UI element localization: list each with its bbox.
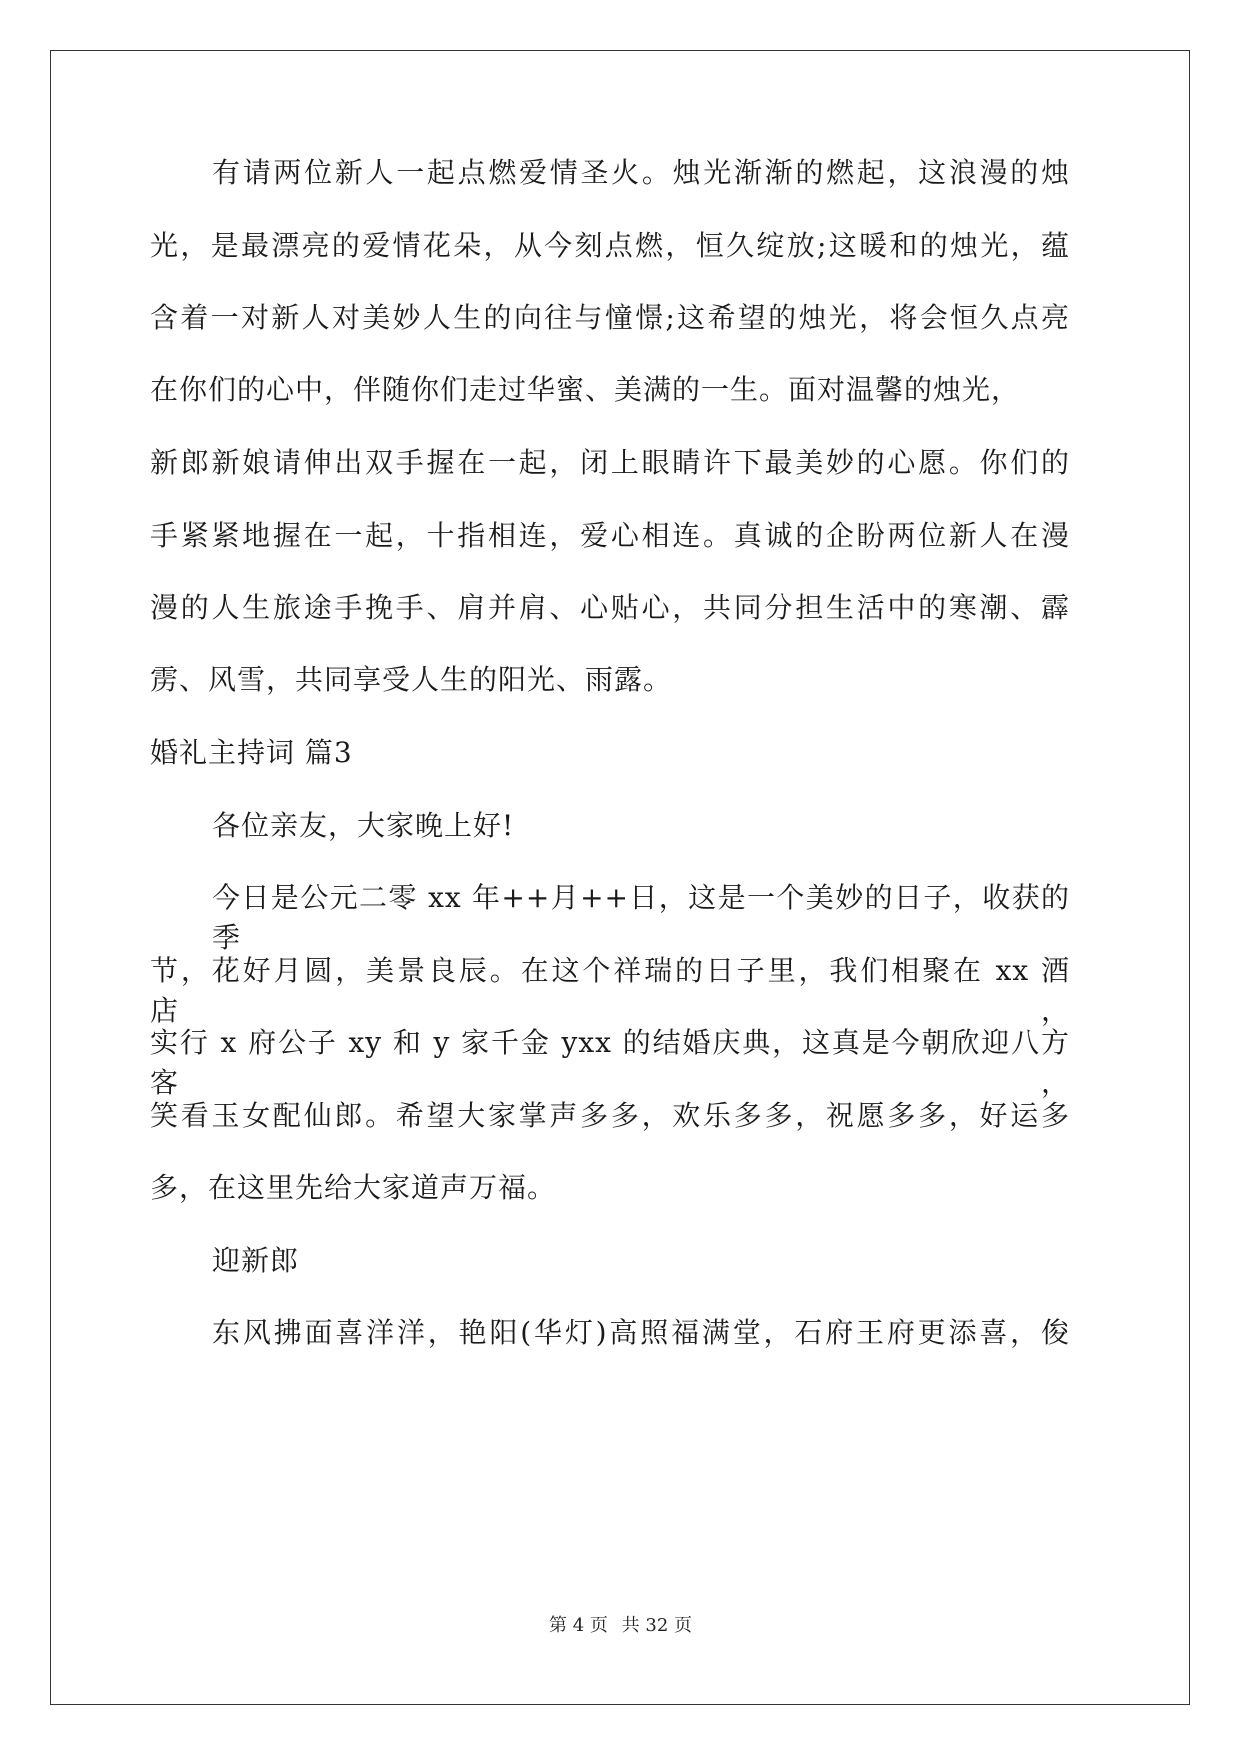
paragraph-line: 笑看玉女配仙郎。希望大家掌声多多，欢乐多多，祝愿多多，好运多 [150, 1099, 1070, 1132]
section-heading: 婚礼主持词 篇3 [150, 736, 353, 769]
paragraph-line: 多，在这里先给大家道声万福。 [150, 1171, 557, 1204]
page-number: 第 4 页 [549, 1615, 608, 1636]
paragraph-line: 节，花好月圆，美景良辰。在这个祥瑞的日子里，我们相聚在 xx 酒店， [150, 954, 1070, 1027]
paragraph-line: 东风拂面喜洋洋，艳阳(华灯)高照福满堂，石府王府更添喜，俊 [212, 1316, 1070, 1349]
paragraph-line: 实行 x 府公子 xy 和 y 家千金 yxx 的结婚庆典，这真是今朝欣迎八方客， [150, 1026, 1070, 1099]
paragraph-line: 在你们的心中，伴随你们走过华蜜、美满的一生。面对温馨的烛光， [150, 373, 1021, 406]
paragraph-line: 有请两位新人一起点燃爱情圣火。烛光渐渐的燃起，这浪漫的烛 [212, 156, 1070, 189]
paragraph-line: 今日是公元二零 xx 年++月++日，这是一个美妙的日子，收获的季 [212, 881, 1070, 954]
section-label: 迎新郎 [212, 1244, 300, 1277]
paragraph-line: 漫的人生旅途手挽手、肩并肩、心贴心，共同分担生活中的寒潮、霹 [150, 591, 1070, 624]
paragraph-line: 光，是最漂亮的爱情花朵，从今刻点燃，恒久绽放;这暖和的烛光，蕴 [150, 229, 1070, 262]
paragraph-line: 含着一对新人对美妙人生的向往与憧憬;这希望的烛光，将会恒久点亮 [150, 301, 1070, 334]
paragraph-line: 新郎新娘请伸出双手握在一起，闭上眼睛许下最美妙的心愿。你们的 [150, 446, 1070, 479]
page-total: 共 32 页 [621, 1615, 692, 1636]
paragraph-line: 雳、风雪，共同享受人生的阳光、雨露。 [150, 663, 673, 696]
paragraph-line: 手紧紧地握在一起，十指相连，爱心相连。真诚的企盼两位新人在漫 [150, 519, 1070, 552]
greeting-line: 各位亲友，大家晚上好! [212, 809, 515, 842]
page-footer [0, 1614, 1241, 1638]
